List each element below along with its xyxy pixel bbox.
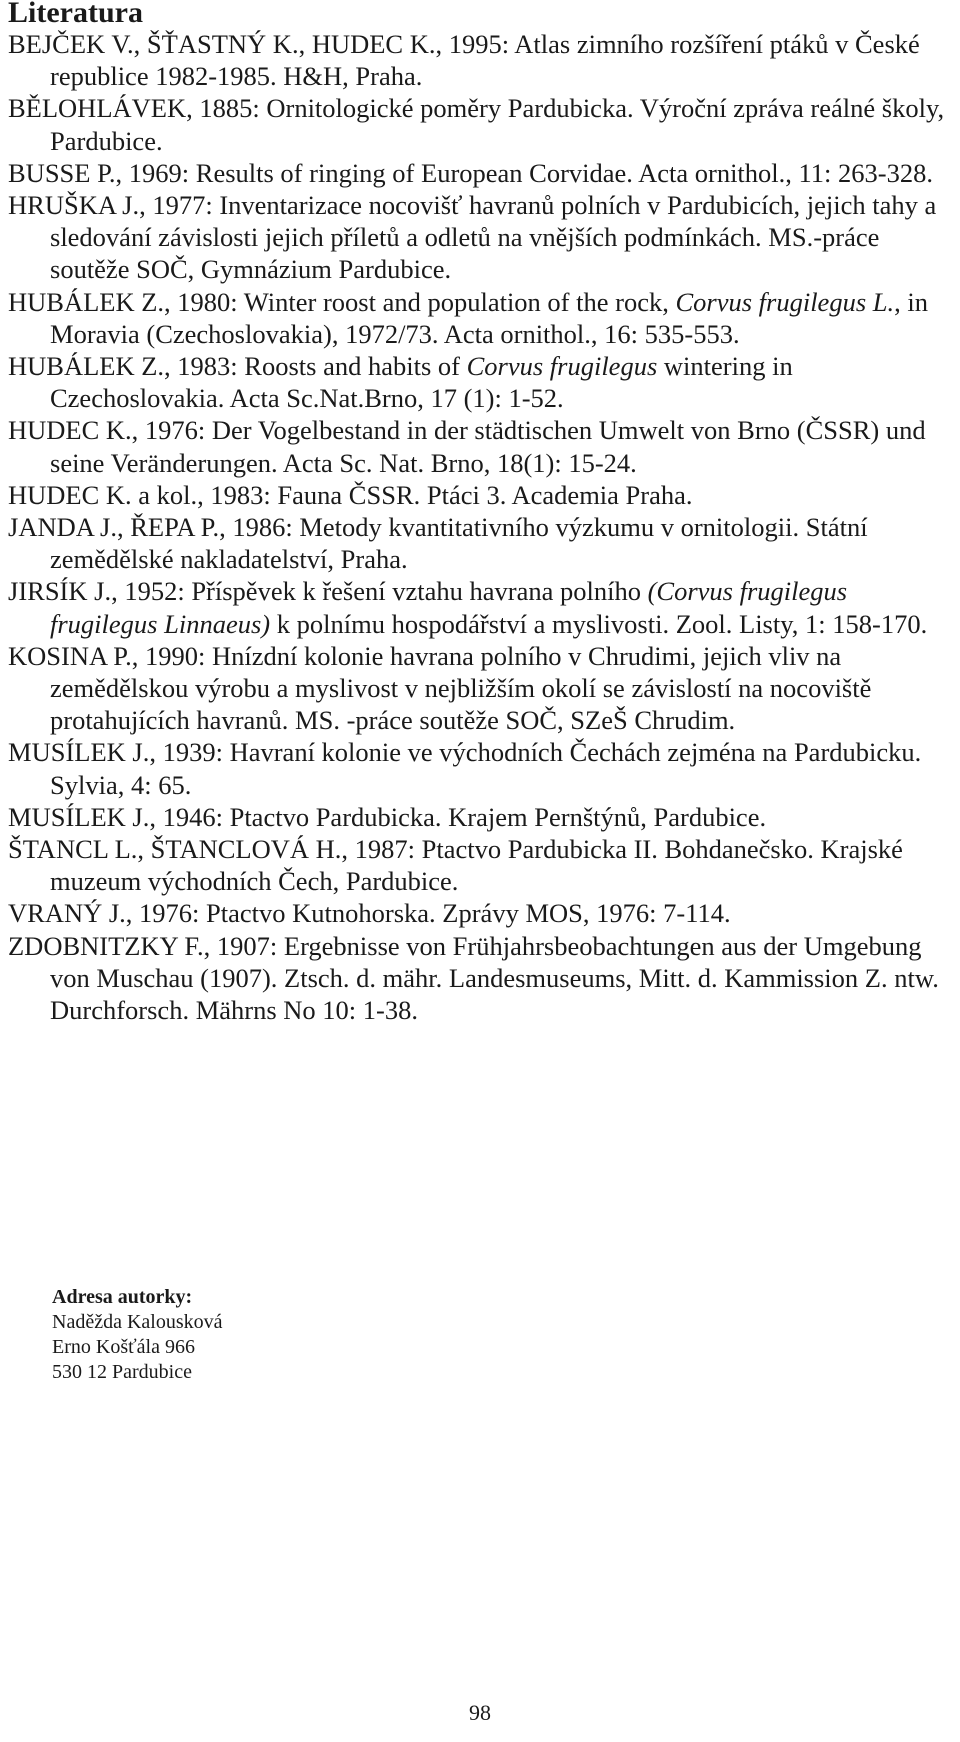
reference-author: HUBÁLEK Z. <box>8 351 165 382</box>
reference-item <box>8 930 954 1027</box>
address-city: 530 12 Pardubice <box>52 1361 192 1383</box>
reference-author: VRANÝ J. <box>8 898 126 929</box>
reference-text: , 1983: Roosts and habits of <box>164 351 467 382</box>
section-heading: Literatura <box>8 0 143 29</box>
author-name: Naděžda Kalousková <box>52 1311 223 1333</box>
reference-author: BUSSE P. <box>8 157 116 188</box>
reference-text: , in Moravia (Czechoslovakia), 1972/73. Acta ornithol., 16: 535-553. <box>50 286 928 349</box>
reference-item <box>8 28 954 92</box>
reference-author: HUDEC K. <box>8 415 132 446</box>
reference-list <box>8 28 954 1026</box>
reference-text: , 1969: Results of ringing of European Corvidae. Acta ornithol., 11: 263-328. <box>115 157 933 188</box>
reference-item <box>8 479 954 511</box>
reference-item <box>8 736 954 800</box>
reference-author: KOSINA P. <box>8 640 132 671</box>
reference-text: , 1977: Inventarizace nocovišť havranů polních v Pardubicích, jejich tahy a sledování závislosti jejich příletů a odletů na vnějších podmínkách. MS.-práce soutěže SOČ, Gymnázium Pardubice. <box>50 190 937 285</box>
reference-item <box>8 157 954 189</box>
reference-text: , 1990: Hnízdní kolonie havrana polního v Chrudimi, jejich vliv na zemědělskou výrobu a myslivost v nejbližším okolí se závislostí na nocoviště protahujících havranů. MS. -práce soutěže SOČ, SZeŠ Chrudim. <box>50 640 872 736</box>
species-name: Corvus frugilegus <box>466 351 658 382</box>
reference-item <box>8 833 954 897</box>
reference-text: , 1939: Havraní kolonie ve východních Čechách zejména na Pardubicku. Sylvia, 4: 65. <box>50 737 922 800</box>
reference-item <box>8 92 954 156</box>
reference-author: MUSÍLEK J. <box>8 737 150 768</box>
reference-author: MUSÍLEK J. <box>8 801 150 832</box>
reference-item <box>8 640 954 737</box>
reference-text: , 1976: Der Vogelbestand in der städtischen Umwelt von Brno (ČSSR) und seine Veränderungen. Acta Sc. Nat. Brno, 18(1): 15-24. <box>50 415 926 478</box>
reference-author: JIRSÍK J. <box>8 576 112 607</box>
reference-text: , 1952: Příspěvek k řešení vztahu havrana polního <box>111 576 648 607</box>
reference-item <box>8 897 954 929</box>
page-number: 98 <box>469 1700 491 1725</box>
reference-author: ŠTANCL L., ŠTANCLOVÁ H. <box>8 834 342 865</box>
reference-text: , 1987: Ptactvo Pardubicka II. Bohdanečsko. Krajské muzeum východních Čech, Pardubice. <box>50 834 903 897</box>
reference-item <box>8 414 954 478</box>
reference-text: , 1885: Ornitologické poměry Pardubicka. Výroční zpráva reálné školy, Pardubice. <box>50 93 945 156</box>
reference-item <box>8 801 954 833</box>
species-name: (Corvus frugilegus frugilegus Linnaeus) <box>50 576 848 639</box>
reference-text: wintering in Czechoslovakia. Acta Sc.Nat.Brno, 17 (1): 1-52. <box>50 351 793 414</box>
reference-author: JANDA J., ŘEPA P. <box>8 512 220 543</box>
reference-item <box>8 286 954 350</box>
reference-author: ZDOBNITZKY F. <box>8 930 204 961</box>
reference-author: HUDEC K. a kol. <box>8 479 198 510</box>
reference-text: , 1986: Metody kvantitativního výzkumu v ornitologii. Státní zemědělské nakladatelství, Praha. <box>50 512 868 575</box>
reference-item <box>8 350 954 414</box>
author-address <box>52 1285 223 1385</box>
reference-author: BEJČEK V., ŠŤASTNÝ K., HUDEC K. <box>8 29 436 59</box>
reference-text: , 1946: Ptactvo Pardubicka. Krajem Pernštýnů, Pardubice. <box>149 801 767 832</box>
reference-text: , 1976: Ptactvo Kutnohorska. Zprávy MOS, 1976: 7-114. <box>125 898 731 929</box>
reference-item <box>8 189 954 286</box>
species-name: Corvus frugilegus L. <box>675 286 895 317</box>
reference-text: , 1980: Winter roost and population of the rock, <box>164 286 676 317</box>
reference-text: , 1983: Fauna ČSSR. Ptáci 3. Academia Praha. <box>197 479 693 510</box>
reference-text: k polnímu hospodářství a myslivosti. Zool. Listy, 1: 158-170. <box>270 608 928 639</box>
reference-text: , 1907: Ergebnisse von Frühjahrsbeobachtungen aus der Umgebung von Muschau (1907). Ztsch. d. mähr. Landesmuseums, Mitt. d. Kammission Z. ntw. Durchforsch. Mährns No 10: 1-38. <box>50 930 939 1026</box>
address-street: Erno Košťála 966 <box>52 1336 195 1358</box>
address-title: Adresa autorky: <box>52 1286 193 1308</box>
reference-author: HRUŠKA J. <box>8 190 140 221</box>
reference-author: BĚLOHLÁVEK <box>8 93 187 124</box>
reference-item <box>8 511 954 575</box>
reference-item <box>8 575 954 639</box>
reference-author: HUBÁLEK Z. <box>8 286 165 317</box>
reference-text: , 1995: Atlas zimního rozšíření ptáků v České republice 1982-1985. H&H, Praha. <box>50 29 920 92</box>
